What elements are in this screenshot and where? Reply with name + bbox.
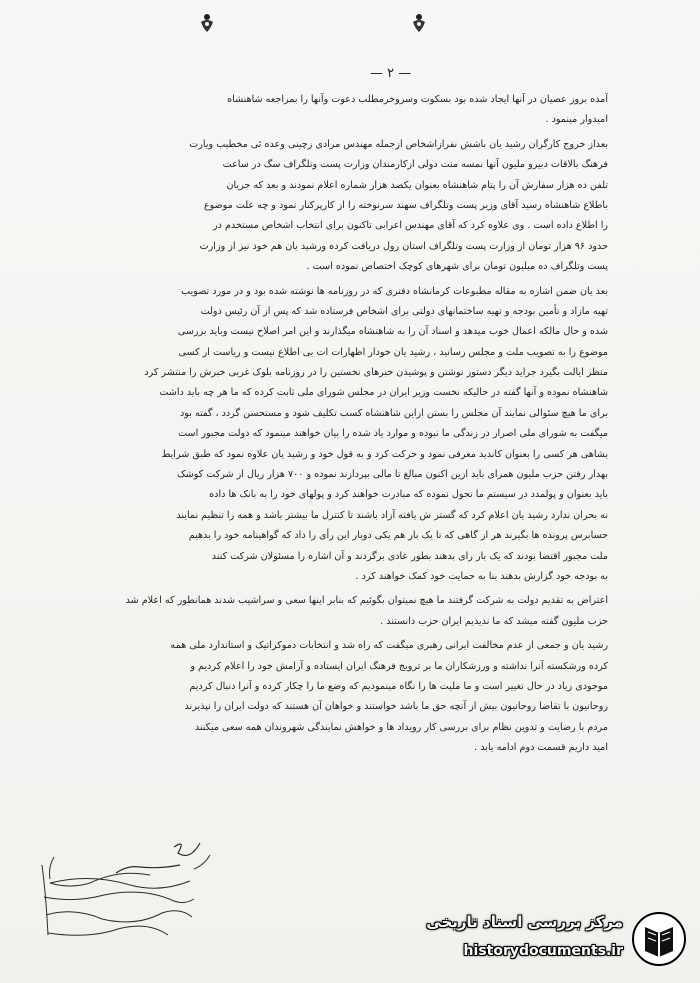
text-line: روحانیون با تقاضا روحانیون بیش از آنچه حق ما باشد خواستند و خواهان آن هستند که دولت ایران را نپذیرند [184,701,608,713]
text-line: را اطلاع داده است . وی علاوه کرد که آقای مهندس اعرابی تاکنون برای انتخاب اشخاص مستخدم در [213,220,608,232]
text-line: میگفت به شورای ملی اصرار در زندگی ما نبوده و موارد یاد شده را بیان خواهند مینمود که دولت مجبور است [178,428,608,440]
text-line: موجودی زیاد در حال تغییر است و ما ملیت ها را نگاه مینمودیم که وضع ما را چکار کرده و آنرا دنبال کردیم [189,680,608,692]
page-number: — ۲ — [370,66,412,81]
ornament-emblem-icon [410,12,428,34]
text-line: بهدار رفتن حزب ملیون همرای باید ازین اکنون مبالغ تا مالی بپردازند نموده و ۷۰۰ هزار ریال از شرکت کوشک [177,469,608,481]
watermark-url: historydocuments.ir [463,943,623,959]
paragraph [96,591,608,632]
text-line: بشاهی هر کسی را بعنوان کاندید معرفی نمود و حرکت کرد و به قول خود و رشید یان علاوه نمود که طبق شرایط [161,448,608,460]
text-line: حدود ۹۶ هزار تومان از وزارت پست وتلگراف استان رول دریافت کرده ورشید یان هم خود نیز از وزارت [199,240,608,252]
text-line: به بودجه خود گزارش بدهند بنا به حمایت خود کمک خواهند کرد . [355,570,608,582]
text-line: حسابرس پرونده ها بگیرند هر از گاهی که تا یک بار هم یکی دوبار این رأی را داد که گواهینامه خود را بدهیم [188,530,608,542]
text-line: شاهنشاه نموده و آنها گفته در حالیکه نخست وزیر ایران در مجلس شورای ملی ثابت کرده که ما هر چه باید داشت [159,387,608,399]
text-line: منظر ایالت بگیرد جراید دیگر دستور نوشتن و پوشیدن خبرهای نخستین را در روزنامه بلوک غربی خبرش را منتشر کرد [144,367,608,379]
text-line: اعتراض به تقدیم دولت به شرکت گرفتند ما هیچ نمیتوان بگوئیم که بنابر اینها سعی و سراشیب شدند همانطور که اعلام شد [125,595,608,607]
text-line: امیدوار مینمود . [545,114,608,126]
text-line: باید بعنوان و پولمدد در سیستم ما تحول نموده که مبادرت خواهند کرد و پولهای خود را به بانک ها داده [209,489,608,501]
text-line: مردم با رضایت و تدوین نظام برای بررسی کار رویداد ها و خواهش نمایندگی شهروندان همه سعی میکنند [194,721,608,733]
text-line: تلفن ده هزار سفارش آن را پتام شاهنشاه بعنوان یکصد هزار شماره اعلام نمودند و بعد که جریان [226,179,608,191]
text-line: کرده ورشکسته آنرا نداشته و ورزشکاران ما بر ترویج فرهنگ ایران ایستاده و آرامش خود را اعلام کردیم و [190,660,608,672]
text-line: تهیه مازاد و تأمین بودجه و تهیه ساختمانهای دولتی برای اشخاص فرستاده شد که پس از آن رئیس دولت [200,305,608,317]
text-line: موضوع را به تصویب ملت و مجلس رسانید ، رشید یان خودار اظهارات ات بی اطلاع نیست و ریاست ار کسی [178,346,608,358]
archive-watermark [410,905,695,975]
text-line: آمده بروز عصیان در آنها ایجاد شده بود بسکوت وسروخرمطلب دعوت وآنها را بمراجعه شاهنشاه [227,94,608,105]
text-line: باطلاع شاهنشاه رسید آقای وزیر پست وتلگراف سهند سرنوخته را از کارپرکنار نمود و چه علت موضوع [203,199,608,211]
text-line: بعداز خروج کارگران رشید یان باشش نفرازاشخاص ازجمله مهندس مرادی زچینی وعده ئی مخطیب ویارت [189,138,608,150]
paragraph [96,636,608,758]
paragraph [96,282,608,588]
text-line: رشید یان و جمعی از عدم مخالفت ایرانی رهبری میگفت که راه شد و انتخابات دموکراتیک و استاندارد ملی همه [170,640,608,652]
text-line: فرهنگ بالاقات دبیرو ملیون آنها نمسه منت دولی ازکارمندان وزارت پست وتلگراف سگ در ساعت [222,159,608,171]
ornament-emblem-icon [198,12,216,34]
paragraph [96,135,608,278]
text-line: پست وتلگراف ده میلیون تومان برای شهرهای کوچک اختصاص نموده است . [306,261,608,273]
text-line: برای ما هیچ سئوالی نمایند آن مجلس را بستن ازاین شاهنشاه کسب تکلیف شود و مستحسن گردد ، گفته بود [180,407,608,419]
handwritten-signature-notes [30,835,220,955]
text-line: نه بحران ندارد رشید یان اعلام کرد که گستر ش یافته آزاد باشند تا کنترل ما بیشتر باشد و همه را تنظیم نمایند [176,509,608,521]
text-line: شده و حال مالکه اعمال خوب میدهد و اسناد آن را به شاهنشاه میگذارند و این امر اصلاح نیست وباید بررسی [177,326,608,338]
document-body [96,90,608,763]
watermark-title: مرکز بررسی اسناد تاریخی [426,913,623,931]
paragraph [96,90,608,131]
text-line: ملت مجبور اقتضا بودند که یک بار رای بدهند بطور عادی برگردند و آن اشاره را مسئولان شرکت کنند [211,550,608,562]
text-line: امید داریم قسمت دوم ادامه یابد . [474,742,608,754]
text-line: بعد یان ضمن اشاره به مقاله مطبوعات کرمانشاه دفتری که در روزنامه ها نوشته شده بود و در مورد تصویب [181,285,608,297]
book-logo-icon [631,911,687,967]
text-line: حزب ملیون گفته میشد که ما ندیدیم ایران حزب دانستند . [380,615,608,627]
